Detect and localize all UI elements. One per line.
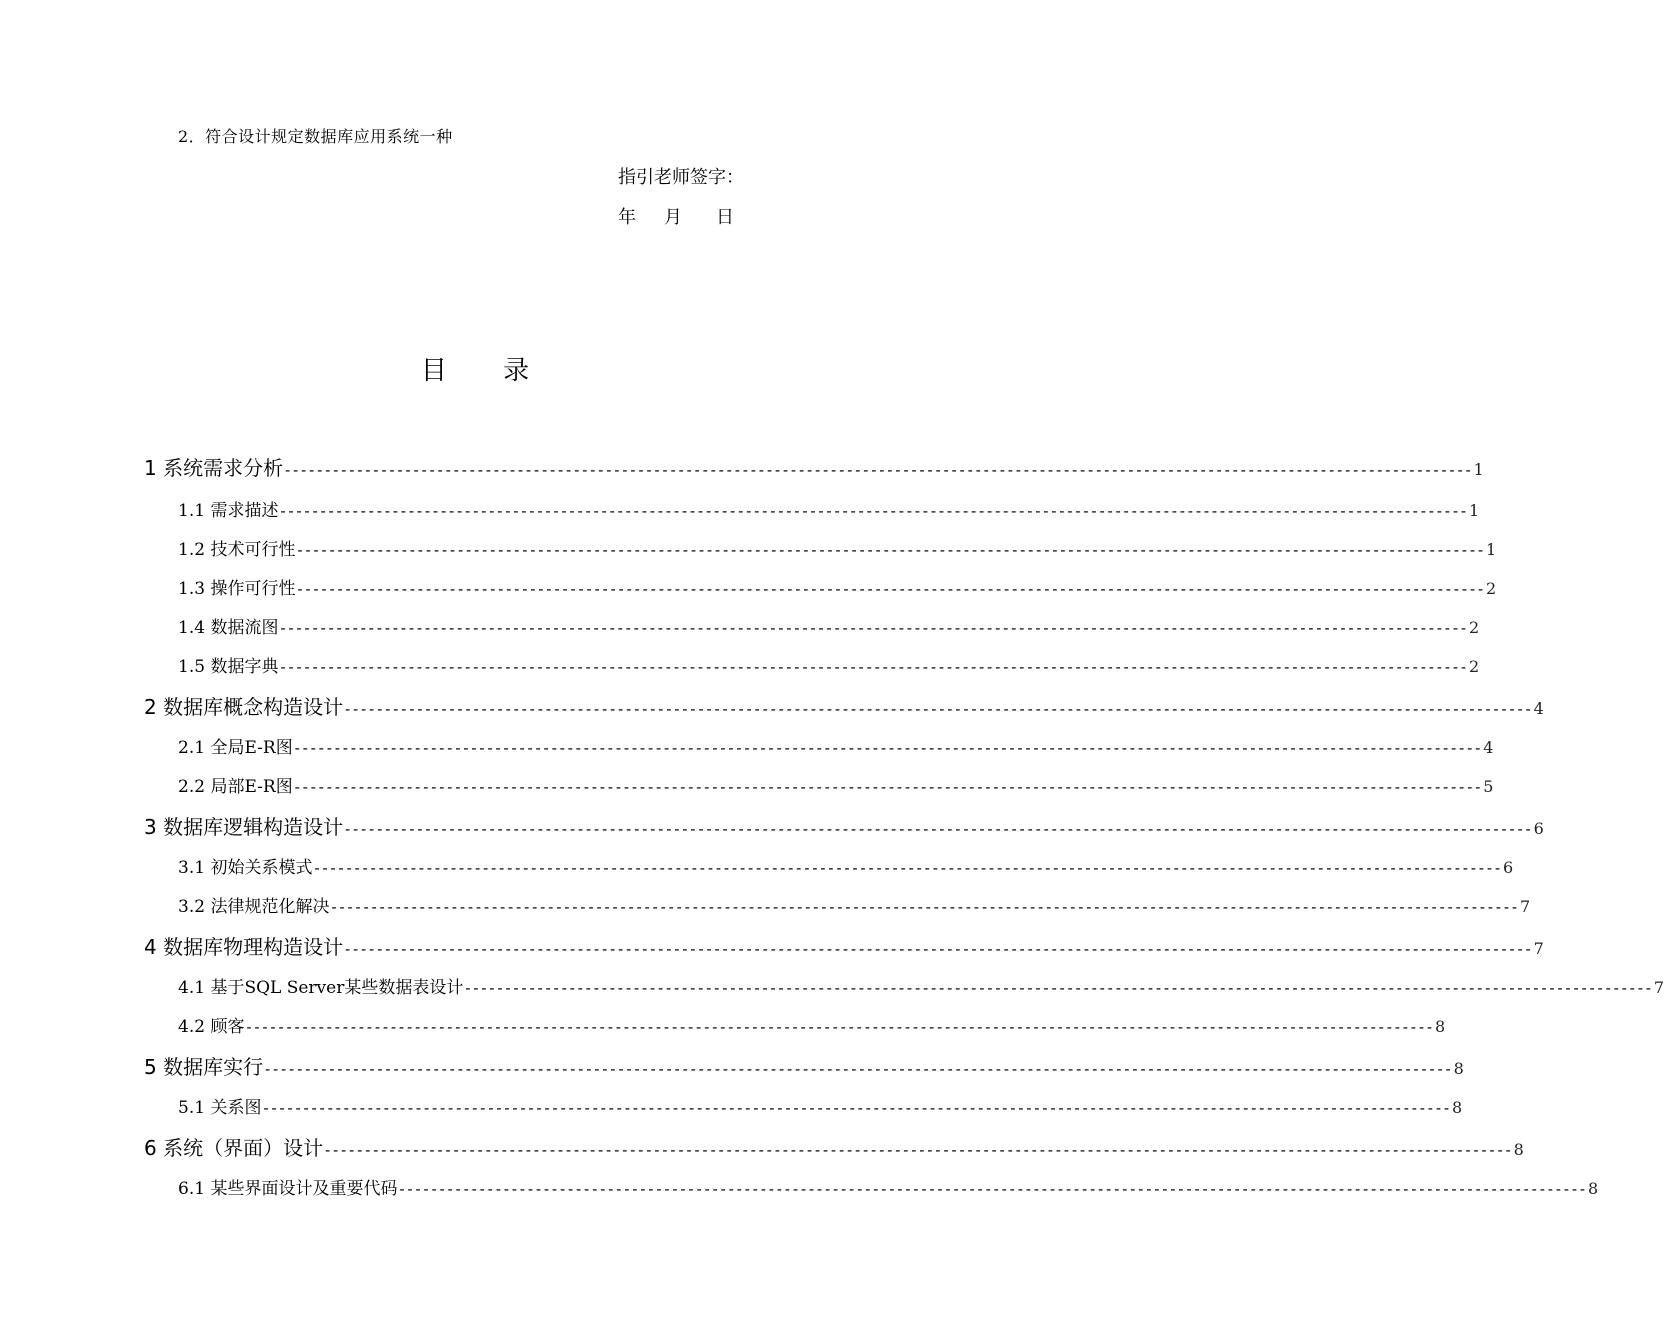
toc-entry-label: 1.5 数据字典 — [178, 657, 279, 677]
toc-entry-1-4 — [178, 613, 1480, 638]
toc-page-number: 8 — [1453, 1059, 1464, 1078]
toc-dot-leader: ---------------------------------------------------------------------------------------------------------------------------------------------------- — [343, 940, 1532, 958]
toc-entry-4-2 — [178, 1012, 1446, 1037]
toc-entry-label: 1.3 操作可行性 — [178, 579, 296, 599]
toc-entry-label: 1.1 需求描述 — [178, 501, 279, 521]
toc-entry-label: 5 数据库实行 — [144, 1055, 264, 1079]
toc-dot-leader: ---------------------------------------------------------------------------------------------------------------------------------------------------- — [292, 739, 1482, 757]
toc-entry-3-2 — [178, 892, 1531, 917]
toc-dot-leader: ---------------------------------------------------------------------------------------------------------------------------------------------------- — [278, 619, 1468, 637]
toc-entry-4-1 — [178, 973, 1664, 998]
toc-page-number: 2 — [1486, 579, 1497, 598]
date-month-label: 月 — [664, 207, 682, 228]
toc-entry-1-1 — [178, 496, 1480, 521]
toc-page-number: 5 — [1483, 777, 1494, 796]
toc-page-number: 2 — [1469, 618, 1480, 637]
toc-entry-label: 2.1 全局E-R图 — [178, 738, 293, 758]
toc-page-number: 4 — [1483, 738, 1494, 757]
toc-entry-2 — [144, 691, 1544, 720]
toc-entry-label: 2.2 局部E-R图 — [178, 777, 293, 797]
toc-entry-1-3 — [178, 574, 1497, 599]
toc-dot-leader: ---------------------------------------------------------------------------------------------------------------------------------------------------- — [343, 700, 1532, 718]
toc-entry-label: 6.1 某些界面设计及重要代码 — [178, 1179, 398, 1199]
toc-dot-leader: ---------------------------------------------------------------------------------------------------------------------------------------------------- — [278, 502, 1468, 520]
toc-entry-label: 1 系统需求分析 — [144, 456, 284, 480]
toc-entry-label: 3.2 法律规范化解决 — [178, 897, 330, 917]
toc-entry-5 — [144, 1051, 1464, 1080]
toc-page-number: 8 — [1513, 1140, 1524, 1159]
toc-entry-6-1 — [178, 1174, 1599, 1199]
toc-entry-1 — [144, 452, 1484, 481]
toc-entry-6 — [144, 1132, 1524, 1161]
toc-entry-label: 2 数据库概念构造设计 — [144, 695, 344, 719]
toc-page-number: 8 — [1452, 1098, 1463, 1117]
toc-page-number: 7 — [1520, 897, 1531, 916]
toc-dot-leader: ---------------------------------------------------------------------------------------------------------------------------------------------------- — [295, 580, 1485, 598]
toc-page-number: 1 — [1473, 460, 1484, 479]
toc-page-number: 1 — [1486, 540, 1497, 559]
toc-dot-leader: ---------------------------------------------------------------------------------------------------------------------------------------------------- — [295, 541, 1485, 559]
toc-dot-leader: ---------------------------------------------------------------------------------------------------------------------------------------------------- — [278, 658, 1468, 676]
toc-page-number: 1 — [1469, 501, 1480, 520]
toc-dot-leader: ---------------------------------------------------------------------------------------------------------------------------------------------------- — [283, 461, 1472, 479]
toc-dot-leader: ---------------------------------------------------------------------------------------------------------------------------------------------------- — [263, 1060, 1452, 1078]
toc-entry-label: 4.1 基于SQL Server某些数据表设计 — [178, 978, 464, 998]
toc-dot-leader: ---------------------------------------------------------------------------------------------------------------------------------------------------- — [261, 1099, 1451, 1117]
date-day-label: 日 — [716, 207, 734, 228]
toc-page-number: 7 — [1533, 939, 1544, 958]
toc-entry-label: 4.2 顾客 — [178, 1017, 245, 1037]
toc-entry-4 — [144, 931, 1544, 960]
toc-dot-leader: ---------------------------------------------------------------------------------------------------------------------------------------------------- — [323, 1141, 1512, 1159]
toc-page-number: 6 — [1533, 819, 1544, 838]
toc-entry-label: 3 数据库逻辑构造设计 — [144, 815, 344, 839]
toc-dot-leader: ---------------------------------------------------------------------------------------------------------------------------------------------------- — [312, 859, 1502, 877]
toc-entry-1-2 — [178, 535, 1497, 560]
toc-dot-leader: ---------------------------------------------------------------------------------------------------------------------------------------------------- — [329, 898, 1519, 916]
toc-entry-3-1 — [178, 853, 1514, 878]
toc-dot-leader: ---------------------------------------------------------------------------------------------------------------------------------------------------- — [463, 979, 1652, 997]
signature-date-line — [618, 203, 734, 229]
toc-entry-2-1 — [178, 733, 1494, 758]
toc-dot-leader: ---------------------------------------------------------------------------------------------------------------------------------------------------- — [292, 778, 1482, 796]
toc-entry-1-5 — [178, 652, 1480, 677]
toc-entry-label: 4 数据库物理构造设计 — [144, 935, 344, 959]
toc-entry-3 — [144, 811, 1544, 840]
toc-title: 目 录 — [420, 356, 554, 386]
toc-page-number: 6 — [1503, 858, 1514, 877]
advisor-signature-label: 指引老师签字： — [618, 167, 744, 188]
toc-page-number: 8 — [1435, 1017, 1446, 1036]
toc-entry-5-1 — [178, 1093, 1463, 1118]
toc-page-number: 2 — [1469, 657, 1480, 676]
toc-entry-label: 1.2 技术可行性 — [178, 540, 296, 560]
toc-entry-label: 6 系统（界面）设计 — [144, 1136, 324, 1160]
toc-dot-leader: ---------------------------------------------------------------------------------------------------------------------------------------------------- — [343, 820, 1532, 838]
toc-page-number: 8 — [1588, 1179, 1599, 1198]
toc-page-number: 7 — [1653, 978, 1664, 997]
toc-page-number: 4 — [1533, 699, 1544, 718]
toc-entry-label: 3.1 初始关系模式 — [178, 858, 313, 878]
toc-entry-label: 5.1 关系图 — [178, 1098, 262, 1118]
requirement-item: 2．符合设计规定数据库应用系统一种 — [178, 127, 453, 146]
toc-dot-leader: ---------------------------------------------------------------------------------------------------------------------------------------------------- — [244, 1018, 1434, 1036]
toc-dot-leader: ---------------------------------------------------------------------------------------------------------------------------------------------------- — [397, 1180, 1587, 1198]
toc-entry-2-2 — [178, 772, 1494, 797]
date-year-label: 年 — [618, 207, 636, 228]
toc-entry-label: 1.4 数据流图 — [178, 618, 279, 638]
